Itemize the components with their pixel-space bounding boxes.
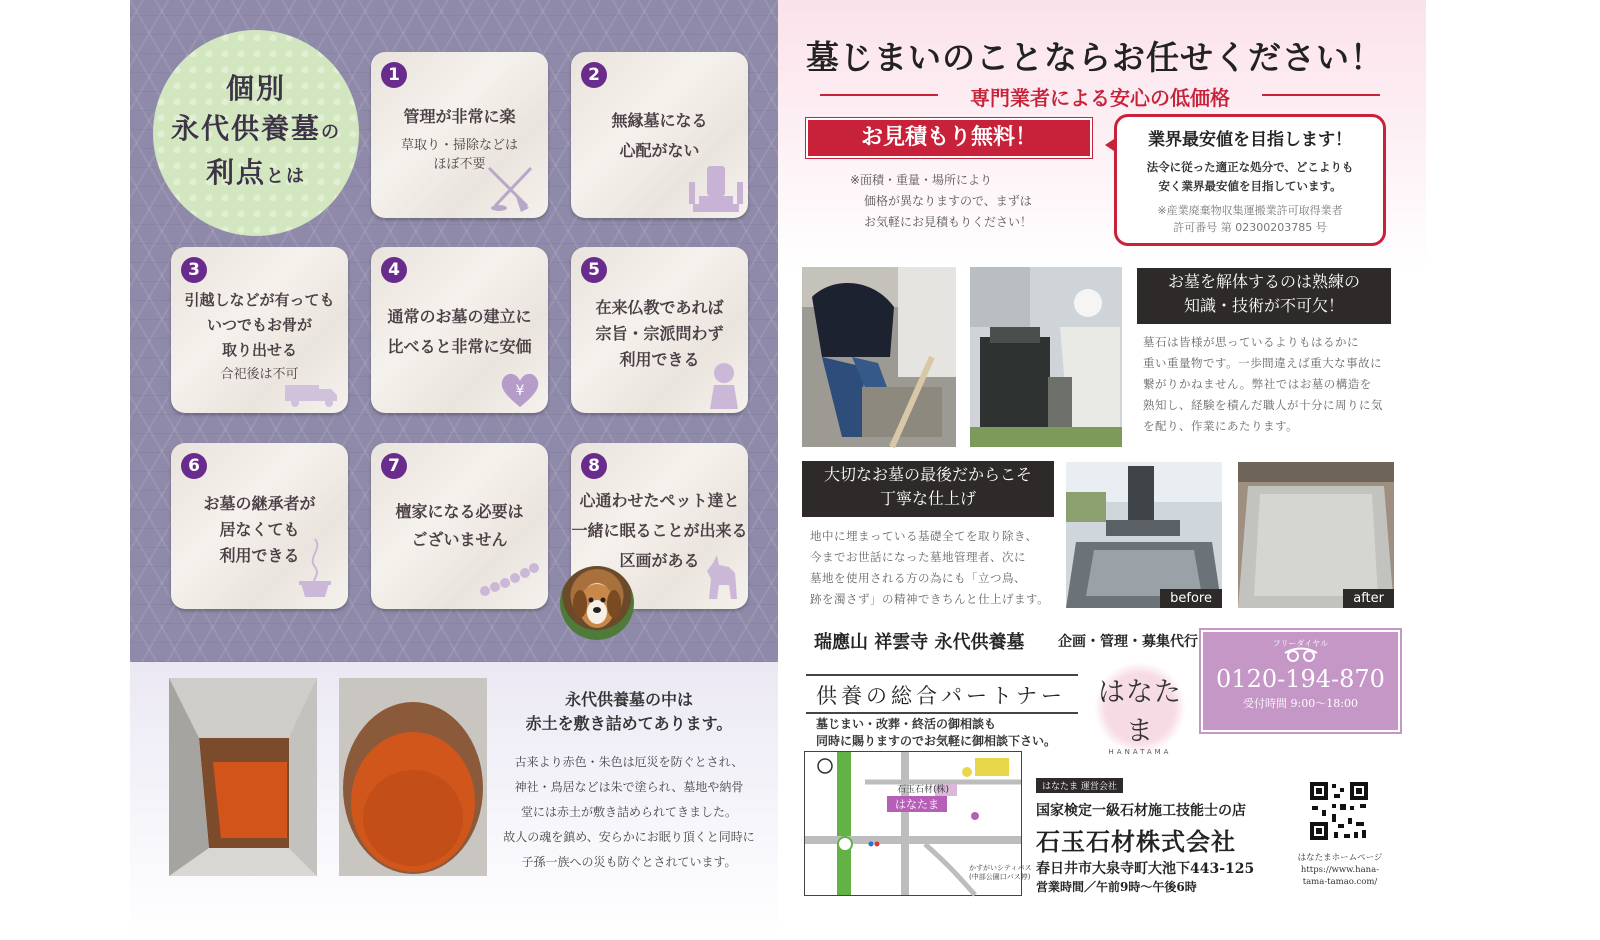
incense-burner-icon: [297, 539, 333, 603]
truck-icon: [285, 381, 341, 409]
phone-number[interactable]: 0120-194-870: [1216, 665, 1385, 693]
benefit-card-5: 5 在来仏教であれば 宗旨・宗派問わず 利用できる: [571, 247, 748, 413]
monk-icon: [707, 361, 741, 409]
partner-note: 墓じまい・改葬・終活の御相談も 同時に賜りますのでお気軽に御相談下さい。: [816, 717, 1057, 748]
dog-photo: [560, 566, 634, 640]
card-number: 7: [381, 453, 407, 479]
title-line2: 永代供養墓: [170, 112, 321, 145]
estimate-note: ※面積・重量・場所により 価格が異なりますので、まずは お気軽にお見積もりください！: [850, 173, 1033, 229]
card-text: 管理が非常に楽: [403, 107, 516, 126]
operator-badge: はなたま 運営会社: [1036, 778, 1123, 793]
benefit-card-1: 1 管理が非常に楽 草取り・掃除などは ほぼ不要: [371, 52, 548, 218]
company-hours: 営業時間／午前9時～午後6時: [1036, 880, 1197, 894]
card-number: 1: [381, 62, 407, 88]
benefit-card-7: 7 檀家になる必要は ございません: [371, 443, 548, 609]
benefit-card-6: 6 お墓の継承者が 居なくても 利用できる: [171, 443, 348, 609]
access-map: 石玉石材(株) はなたま かすがいシティバス (中部公園口バス停): [804, 751, 1022, 896]
map-hanatama-label: はなたま: [887, 796, 947, 812]
finish-title-box: 大切なお墓の最後だからこそ 丁寧な仕上げ: [802, 461, 1054, 517]
hanatama-logo: はなたま HANATAMA: [1088, 654, 1192, 752]
after-photo: [1238, 462, 1394, 608]
benefit-card-8: 8 心通わせたペット達と 一緒に眠ることが出来る 区画がある: [571, 443, 748, 609]
before-photo: [1066, 462, 1222, 608]
red-soil-heading: 永代供養墓の中は: [564, 690, 693, 709]
before-label: before: [1160, 589, 1222, 608]
finish-body: 地中に埋まっている基礎全てを取り除き、 今までお世話になった墓地管理者、次に 墓地を使用される方の為にも「立つ鳥、 跡を濁さず」の精神できちんと仕上げます。: [810, 529, 1050, 606]
card-number: 5: [581, 257, 607, 283]
skill-body: 墓石は皆様が思っているよりもはるかに 重い重量物です。一歩間違えば重大な事故に 繋がりかねません。弊社ではお墓の構造を 熟知し、経験を積んだ職人が十分に周りに気 を配り、作業にあたります。: [1143, 335, 1383, 433]
company-address: 春日井市大泉寺町大池下443-125: [1036, 861, 1255, 877]
homepage-info: はなたまホームページ https://www.hana- tama-tamao.com/: [1290, 852, 1390, 888]
lowest-price-bubble: 業界最安値を目指します！ 法令に従った適正な処分で、どこよりも 安く業界最安値を目指しています。 ※産業廃棄物収集運搬業許可取得業者 許可番号 第 02300203785 号: [1114, 114, 1386, 246]
worker-photo-2: [970, 267, 1122, 447]
free-estimate-ribbon: お見積もり無料！: [806, 118, 1092, 158]
red-soil-section: 永代供養墓の中は 赤土を敷き詰めてあります。 古来より赤色・朱色は厄災を防ぐとされ、 神社・鳥居などは朱で塗られ、墓地や納骨 堂には赤土が敷き詰められてきました。 故人の魂を鎮め、安らかにお眠り頂くと同時に 子孫一族への災も防ぐとされています。: [500, 688, 758, 875]
benefit-card-3: 3 引越しなどが有っても いつでもお骨が 取り出せる 合祀後は不可: [171, 247, 348, 413]
grave-interior-photo-1: [169, 678, 317, 876]
agency-label: 企画・管理・募集代行: [1058, 634, 1198, 650]
prayer-beads-icon: [477, 561, 543, 601]
headline: 墓じまいのことならお任せください！: [806, 38, 1384, 77]
card-number: 4: [381, 257, 407, 283]
company-cert: 国家検定一級石材施工技能士の店: [1036, 803, 1246, 819]
broom-icon: [481, 162, 541, 214]
phone-box[interactable]: フリーダイヤル 0120-194-870 受付時間 9:00〜18:00: [1201, 630, 1400, 732]
title-line3: 利点: [205, 156, 266, 189]
map-shop-label: 石玉石材(株): [897, 785, 950, 795]
card-number: 3: [181, 257, 207, 283]
title-line1: 個別: [225, 72, 286, 105]
company-name: 石玉石材株式会社: [1036, 827, 1236, 856]
dog-silhouette-icon: [703, 553, 743, 601]
card-number: 2: [581, 62, 607, 88]
partner-title: 供養の総合パートナー: [816, 684, 1066, 708]
grave-interior-photo-2: [339, 678, 487, 876]
card-number: 8: [581, 453, 607, 479]
free-dial-icon: [1281, 649, 1321, 663]
homepage-link[interactable]: https://www.hana-: [1300, 865, 1380, 875]
gravestone-icon: [689, 160, 745, 214]
skill-title-box: お墓を解体するのは熟練の 知識・技術が不可欠！: [1137, 268, 1391, 324]
subline: 専門業者による安心の低価格: [820, 82, 1380, 106]
temple-name: 瑞應山 祥雲寺 永代供養墓: [814, 632, 1025, 653]
yen-heart-icon: [499, 371, 541, 409]
card-number: 6: [181, 453, 207, 479]
benefit-card-2: 2 無縁墓になる 心配がない: [571, 52, 748, 218]
after-label: after: [1343, 589, 1394, 608]
worker-photo-1: [802, 267, 956, 447]
svg-text:¥: ¥: [515, 383, 525, 399]
benefits-title-circle: 個別 永代供養墓の 利点とは: [153, 30, 359, 236]
qr-code[interactable]: [1310, 782, 1368, 840]
benefit-card-4: 4 通常のお墓の建立に 比べると非常に安価 ¥: [371, 247, 548, 413]
